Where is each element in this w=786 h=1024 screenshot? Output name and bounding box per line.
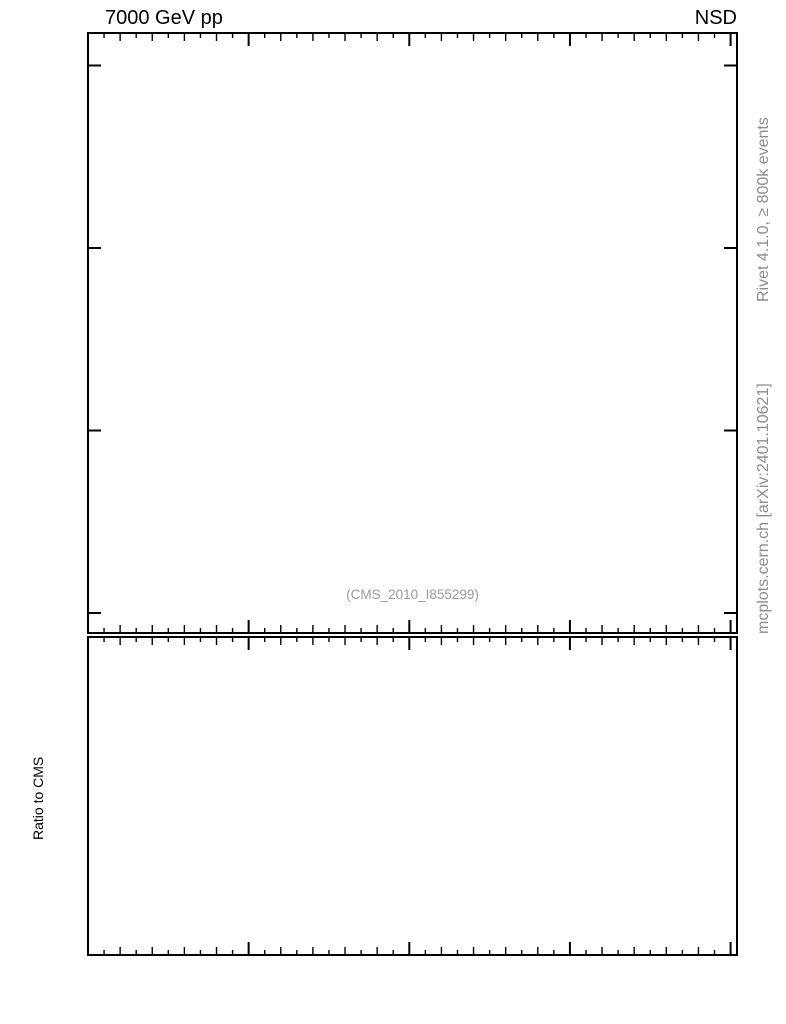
ratio-panel-frame bbox=[88, 637, 737, 955]
event-class-label: NSD bbox=[694, 7, 737, 29]
beam-energy-label: 7000 GeV pp bbox=[105, 7, 223, 29]
analysis-id-watermark: (CMS_2010_I855299) bbox=[346, 587, 479, 602]
main-panel-frame bbox=[88, 33, 737, 633]
axis-ticks bbox=[88, 33, 737, 955]
ratio-axis-title: Ratio to CMS bbox=[30, 756, 46, 840]
generator-version-note: Rivet 4.1.0, ≥ 800k events bbox=[755, 117, 772, 302]
mcplots-arxiv-note: mcplots.cern.ch [arXiv:2401.10621] bbox=[755, 383, 772, 634]
